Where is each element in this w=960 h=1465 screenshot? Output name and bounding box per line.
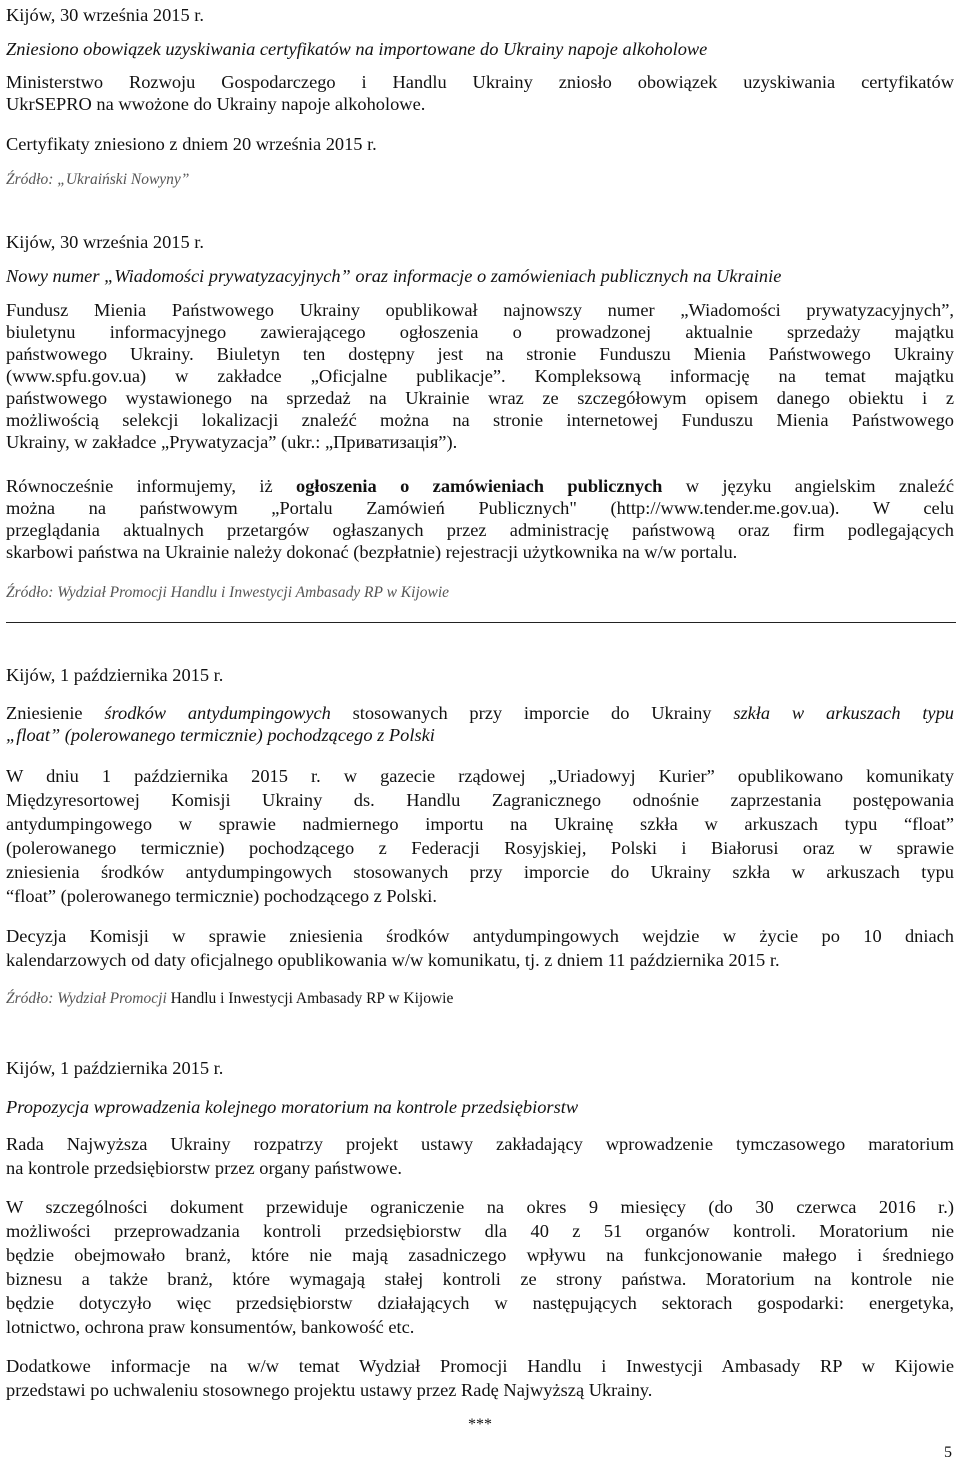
paragraph-line: W szczególności dokument przewiduje ograniczenie na okres 9 miesięcy (do 30 czerwca 2016 r.) bbox=[6, 1197, 954, 1217]
article-title: Propozycja wprowadzenia kolejnego moratorium na kontrole przedsiębiorstw bbox=[6, 1097, 579, 1117]
paragraph-line: kalendarzowych od daty oficjalnego opublikowania w/w komunikatu, tj. z dniem 11 października 2015 r. bbox=[6, 950, 780, 970]
paragraph-line: (polerowanego termicznie) pochodzącego z Federacji Rosyjskiej, Polski i Białorusi oraz w sprawie bbox=[6, 838, 954, 858]
paragraph-line: antydumpingowego w sprawie nadmiernego importu na Ukrainę szkła w arkuszach typu “float” bbox=[6, 814, 954, 834]
page-number: 5 bbox=[944, 1444, 952, 1461]
article-title: Zniesiono obowiązek uzyskiwania certyfikatów na importowane do Ukrainy napoje alkoholowe bbox=[6, 39, 708, 59]
paragraph-line: biznesu a także branż, które wymagają stałej kontroli ze strony państwa. Moratorium na kontrole nie bbox=[6, 1269, 954, 1289]
paragraph-line: Certyfikaty zniesiono z dniem 20 września 2015 r. bbox=[6, 134, 377, 154]
article-title bbox=[6, 702, 954, 724]
paragraph-line: Międzyresortowej Komisji Ukrainy ds. Handlu Zagranicznego odnośnie zaprzestania postępowania bbox=[6, 790, 954, 810]
paragraph-line: można na państwowym „Portalu Zamówień Publicznych" (http://www.tender.me.gov.ua). W celu bbox=[6, 498, 954, 518]
source-note bbox=[6, 988, 453, 1010]
title-text: Zniesienie bbox=[6, 703, 105, 723]
section-divider bbox=[6, 622, 956, 623]
paragraph-line: przeglądania aktualnych przetargów ogłaszanych przez administrację państwową oraz firm podlegających bbox=[6, 520, 954, 540]
separator-stars: *** bbox=[468, 1416, 492, 1433]
paragraph-line: będzie obejmowało branż, które nie mają zasadniczego wpływu na funkcjonowanie małego i średniego bbox=[6, 1245, 954, 1265]
paragraph-line: na kontrole przedsiębiorstw przez organy państwowe. bbox=[6, 1158, 402, 1178]
bold-phrase: ogłoszenia o zamówieniach publicznych bbox=[296, 476, 663, 496]
paragraph-line: W dniu 1 października 2015 r. w gazecie rządowej „Uriadowyj Kurier” opublikowano komunikaty bbox=[6, 766, 954, 786]
paragraph-line: państwowego Ukrainy. Biuletyn ten dostępny jest na stronie Funduszu Mienia Państwowego Ukrainy bbox=[6, 344, 954, 364]
paragraph-line: Rada Najwyższa Ukrainy rozpatrzy projekt ustawy zakładający wprowadzenie tymczasowego maratorium bbox=[6, 1134, 954, 1154]
source-label: Źródło: Wydział Promocji bbox=[6, 990, 171, 1007]
source-text: Handlu i Inwestycji Ambasady RP w Kijowie bbox=[170, 990, 454, 1007]
paragraph-line: “float” (polerowanego termicznie) pochodzącego z Polski. bbox=[6, 886, 437, 906]
title-text: stosowanych przy imporcie do Ukrainy bbox=[330, 703, 734, 723]
article-title: „float” (polerowanego termicznie) pochodzącego z Polski bbox=[6, 725, 435, 745]
paragraph-line: lotnictwo, ochrona praw konsumentów, bankowość etc. bbox=[6, 1317, 415, 1337]
article-title: Nowy numer „Wiadomości prywatyzacyjnych” oraz informacje o zamówieniach publicznych na Ukrainie bbox=[6, 266, 782, 286]
paragraph-line: UkrSEPRO na wwożone do Ukrainy napoje alkoholowe. bbox=[6, 94, 426, 114]
article-date: Kijów, 30 września 2015 r. bbox=[6, 232, 205, 252]
paragraph-text: Równocześnie informujemy, iż bbox=[6, 476, 297, 496]
source-note: Źródło: Wydział Promocji Handlu i Inwestycji Ambasady RP w Kijowie bbox=[6, 584, 450, 601]
paragraph-line: Fundusz Mienia Państwowego Ukrainy opublikował najnowszy numer „Wiadomości prywatyzacyjnych”, bbox=[6, 300, 954, 320]
paragraph-line: przedstawi po uchwaleniu stosownego projektu ustawy przez Radę Najwyższą Ukrainy. bbox=[6, 1380, 653, 1400]
article-date: Kijów, 1 października 2015 r. bbox=[6, 665, 224, 685]
paragraph-text: w języku angielskim znaleźć bbox=[662, 476, 954, 496]
paragraph-line: możliwością selekcji lokalizacji znaleźć można na stronie internetowej Funduszu Mienia Państwowego bbox=[6, 410, 954, 430]
article-date: Kijów, 30 września 2015 r. bbox=[6, 5, 205, 25]
paragraph-line: możliwości przeprowadzania kontroli przedsiębiorstw dla 40 z 51 organów kontroli. Moratorium nie bbox=[6, 1221, 954, 1241]
paragraph-line: Decyzja Komisji w sprawie zniesienia środków antydumpingowych wejdzie w życie po 10 dniach bbox=[6, 926, 954, 946]
paragraph-line: biuletynu informacyjnego zawierającego ogłoszenia o prowadzonej aktualnie sprzedaży majątku bbox=[6, 322, 954, 342]
paragraph-line: zniesienia środków antydumpingowych stosowanych przy imporcie do Ukrainy szkła w arkuszach typu bbox=[6, 862, 954, 882]
article-date: Kijów, 1 października 2015 r. bbox=[6, 1058, 224, 1078]
paragraph-line: skarbowi państwa na Ukrainie należy dokonać (bezpłatnie) rejestracji użytkownika na w/w portalu. bbox=[6, 542, 738, 562]
paragraph-line: państwowego wystawionego na sprzedaż na Ukrainie wraz ze szczegółowym opisem danego obiektu i z bbox=[6, 388, 954, 408]
title-text: szkła w arkuszach typu bbox=[733, 703, 954, 723]
paragraph-line: (www.spfu.gov.ua) w zakładce „Oficjalne publikacje”. Kompleksową informację na temat majątku bbox=[6, 366, 954, 386]
title-text: środków antydumpingowych bbox=[104, 703, 331, 723]
paragraph-line: Dodatkowe informacje na w/w temat Wydział Promocji Handlu i Inwestycji Ambasady RP w Kijowie bbox=[6, 1356, 954, 1376]
paragraph-line: Ukrainy, w zakładce „Prywatyzacja” (ukr.: „Приватизація”). bbox=[6, 432, 458, 452]
paragraph-line bbox=[6, 475, 954, 497]
paragraph-line: Ministerstwo Rozwoju Gospodarczego i Handlu Ukrainy zniosło obowiązek uzyskiwania certyfikatów bbox=[6, 72, 954, 92]
paragraph-line: będzie dotyczyło więc przedsiębiorstw działających w następujących sektorach gospodarki: energetyka, bbox=[6, 1293, 954, 1313]
source-note: Źródło: „Ukraiński Nowyny” bbox=[6, 171, 190, 188]
